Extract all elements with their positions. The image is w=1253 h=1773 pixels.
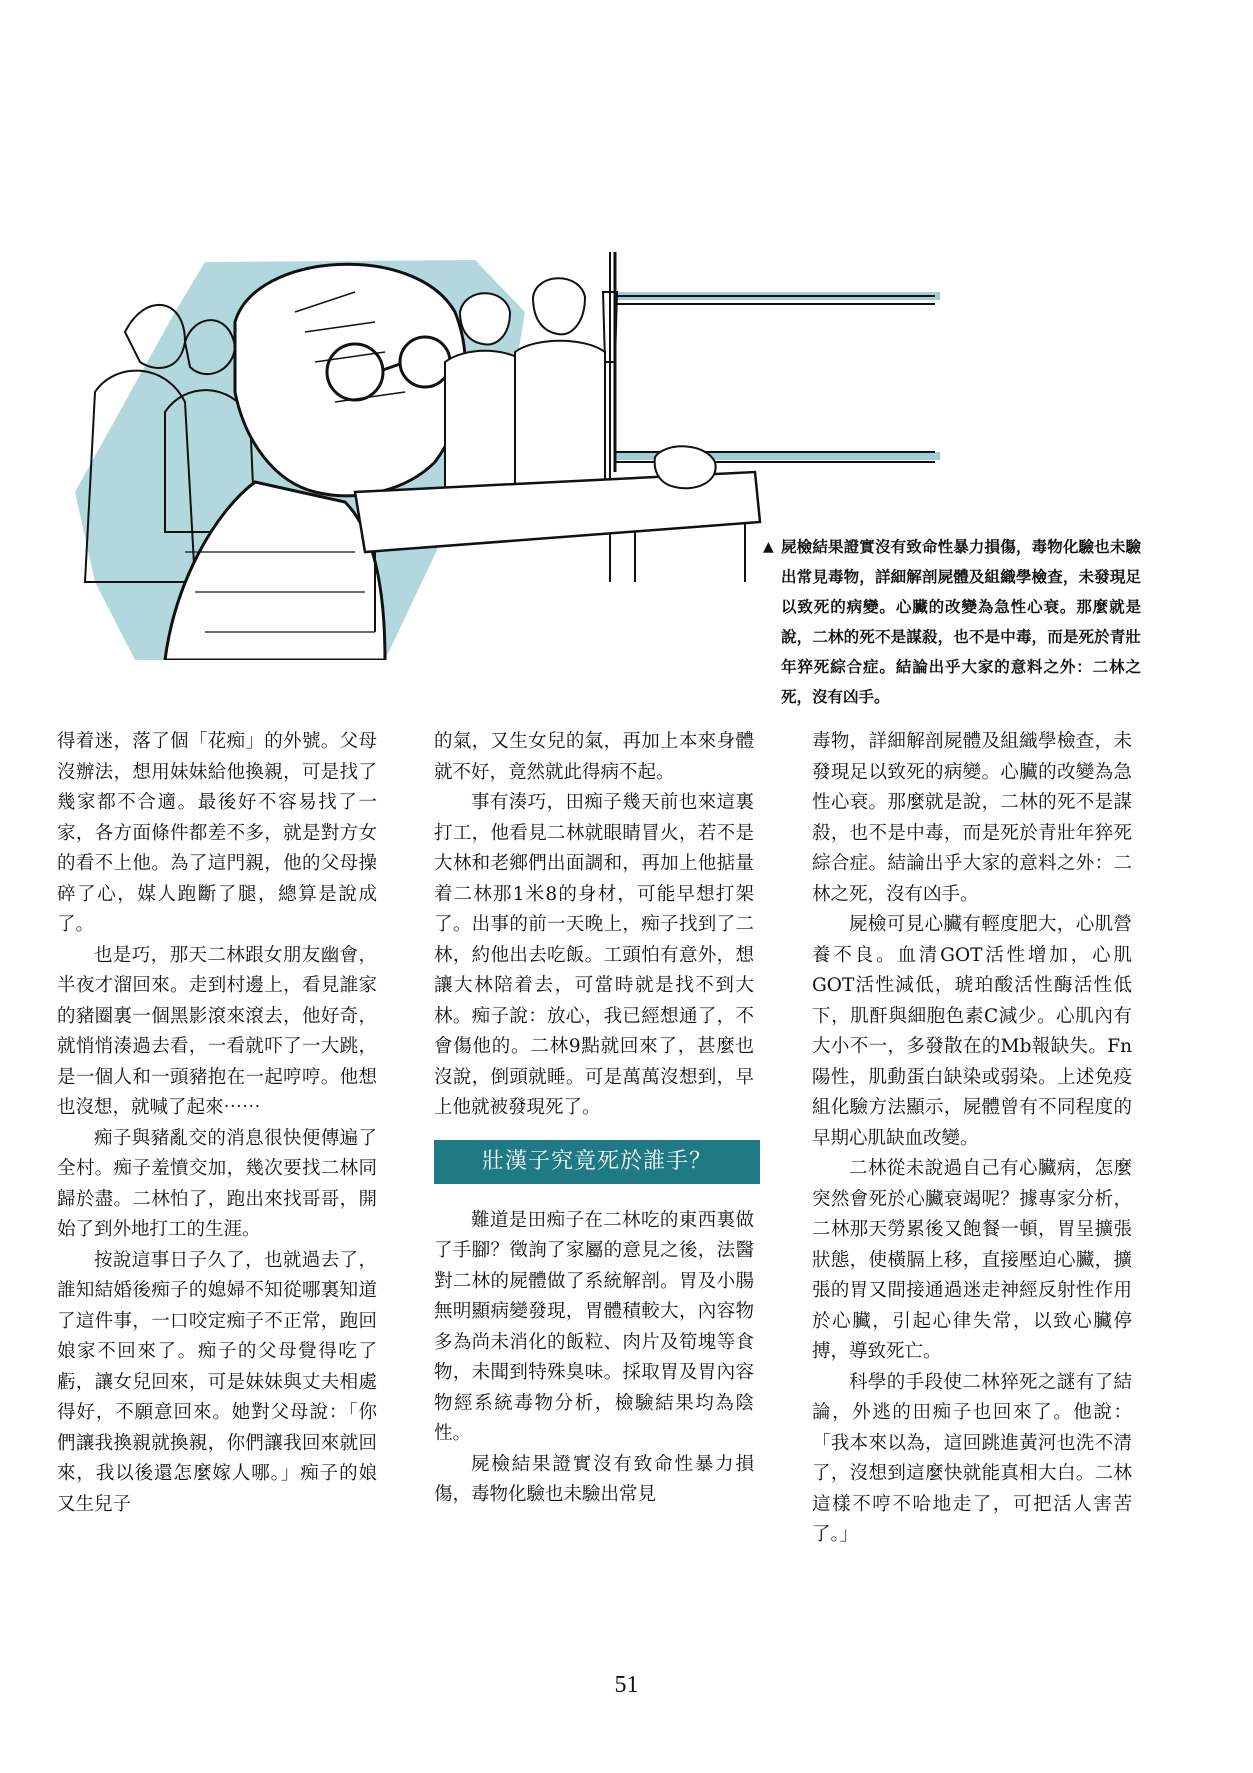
paragraph: 事有湊巧，田痴子幾天前也來這裏打工，他看見二林就眼睛冒火，若不是大林和老鄉們出面調和，再加上他掂量着二林那1米8的身材，可能早想打架了。出事的前一天晚上，痴子找到了二林，約他出去吃飯。工頭怕有意外，想讓大林陪着去，可當時就是找不到大林。痴子說：放心，我已經想通了，不會傷他的。二林9點就回來了，甚麼也沒說，倒頭就睡。可是萬萬沒想到，早上他就被發現死了。 (434, 792, 754, 1118)
text-column-1 (57, 727, 377, 1520)
paragraph: 也是巧，那天二林跟女朋友幽會，半夜才溜回來。走到村邊上，看見誰家的豬圈裏一個黑影滾來滾去，他好奇，就悄悄湊過去看，一看就吓了一大跳，是一個人和一頭豬抱在一起哼哼。他想也沒想，就喊了起來⋯⋯ (57, 944, 377, 1118)
paragraph: 屍檢可見心臟有輕度肥大，心肌營養不良。血清GOT活性增加，心肌GOT活性減低，琥珀酸活性酶活性低下，肌酐與細胞色素C減少。心肌內有大小不一，多發散在的Mb報缺失。Fn陽性，肌動蛋白缺染或弱染。上述免疫組化驗方法顯示，屍體曾有不同程度的早期心肌缺血改變。 (812, 914, 1132, 1149)
paragraph: 二林從未說過自己有心臟病，怎麼突然會死於心臟衰竭呢？據專家分析，二林那天勞累後又飽餐一頓，胃呈擴張狀態，使橫膈上移，直接壓迫心臟，擴張的胃又間接通過迷走神經反射性作用於心臟，引起心律失常，以致心臟停搏，導致死亡。 (812, 1158, 1132, 1362)
triangle-marker-icon: ▲ (763, 539, 774, 555)
page-number: 51 (614, 1672, 639, 1698)
paragraph: 屍檢結果證實沒有致命性暴力損傷，毒物化驗也未驗出常見 (434, 1453, 754, 1505)
paragraph: 難道是田痴子在二林吃的東西裏做了手腳？徵詢了家屬的意見之後，法醫對二林的屍體做了系統解剖。胃及小腸無明顯病變發現，胃體積較大，內容物多為尚未消化的飯粒、肉片及筍塊等食物，未聞到特殊臭味。採取胃及胃內容物經系統毒物分析，檢驗結果均為陰性。 (434, 1209, 754, 1444)
paragraph: 按說這事日子久了，也就過去了，誰知結婚後痴子的媳婦不知從哪裏知道了這件事，一口咬定痴子不正常，跑回娘家不回來了。痴子的父母覺得吃了虧，讓女兒回來，可是妹妹與丈夫相處得好，不願意回來。她對父母說：「你們讓我換親就換親，你們讓我回來就回來，我以後還怎麼嫁人哪。」痴子的娘又生兒子 (57, 1249, 377, 1515)
paragraph: 痴子與豬亂交的消息很快便傳遍了全村。痴子羞憤交加，幾次要找二林同歸於盡。二林怕了，跑出來找哥哥，開始了到外地打工的生涯。 (57, 1127, 377, 1240)
section-heading: 壯漢子究竟死於誰手？ (434, 1140, 760, 1184)
text-column-2 (434, 727, 754, 1511)
caption-text: 屍檢結果證實沒有致命性暴力損傷，毒物化驗也未驗出常見毒物，詳細解剖屍體及組織學檢查，未發現足以致死的病變。心臟的改變為急性心衰。那麼就是說，二林的死不是謀殺，也不是中毒，而是死於青壯年猝死綜合症。結論出乎大家的意料之外：二林之死，沒有凶手。 (781, 538, 1141, 706)
paragraph: 的氣，又生女兒的氣，再加上本來身體就不好，竟然就此得病不起。 (434, 731, 754, 783)
paragraph: 得着迷，落了個「花痴」的外號。父母沒辦法，想用妹妹給他換親，可是找了幾家都不合適。最後好不容易找了一家，各方面條件都差不多，就是對方女的看不上他。為了這門親，他的父母操碎了心，媒人跑斷了腿，總算是說成了。 (57, 731, 377, 935)
paragraph: 科學的手段使二林猝死之謎有了結論，外逃的田痴子也回來了。他說：「我本來以為，這回跳進黃河也洗不清了，沒想到這麼快就能真相大白。二林這樣不哼不哈地走了，可把活人害苦了。」 (812, 1371, 1132, 1545)
paragraph: 毒物，詳細解剖屍體及組織學檢查，未發現足以致死的病變。心臟的改變為急性心衰。那麼就是說，二林的死不是謀殺，也不是中毒，而是死於青壯年猝死綜合症。結論出乎大家的意料之外：二林之死，沒有凶手。 (812, 731, 1132, 905)
text-column-3 (812, 727, 1132, 1551)
illustration-caption (763, 532, 1141, 712)
